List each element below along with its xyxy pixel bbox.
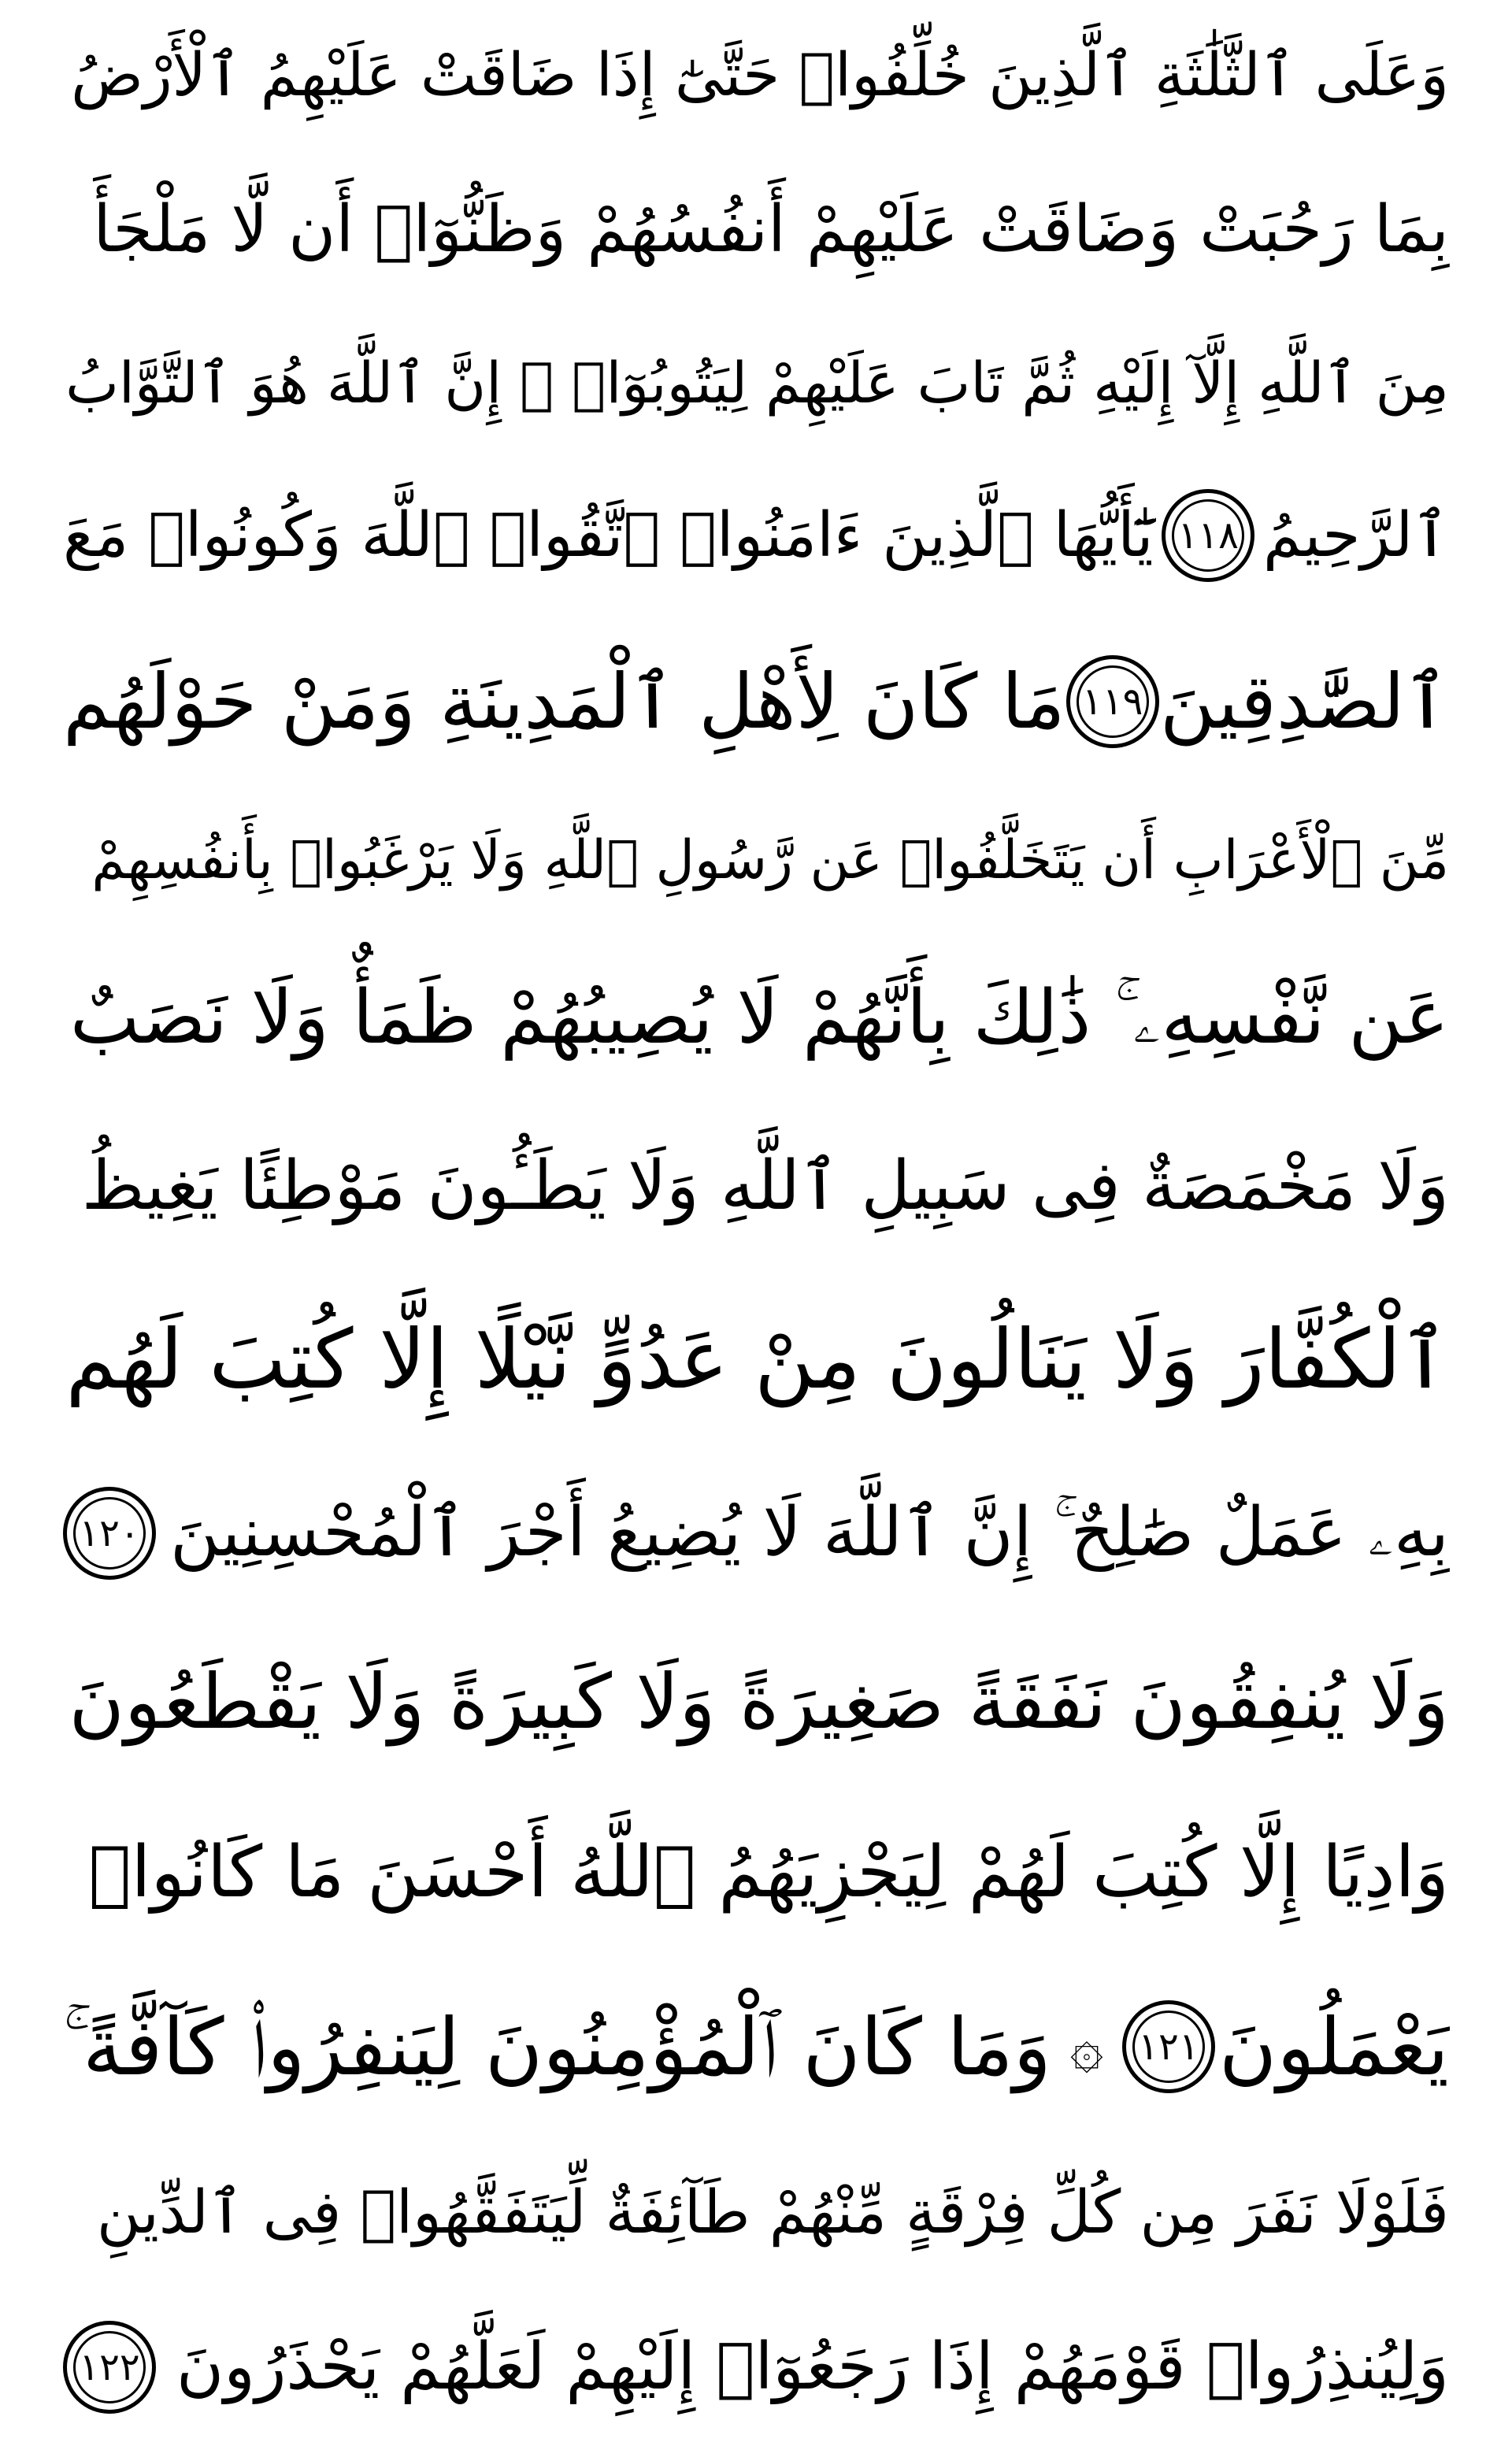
verse-text: يَٰٓأَيُّهَا ٱلَّذِينَ ءَامَنُوا۟ ٱتَّقُوا۟ ٱللَّهَ وَكُونُوا۟ مَعَ: [63, 499, 1154, 571]
verse-text: يَعْمَلُونَ: [1218, 2000, 1449, 2093]
hizb-marker-icon: ۞: [1069, 2014, 1104, 2081]
text-line: [63, 647, 1449, 757]
ayah-number-marker: [1066, 655, 1159, 748]
text-line: [63, 965, 1449, 1072]
verse-text: بِمَا رَحُبَتْ وَضَاقَتْ عَلَيْهِمْ أَنفُسُهُمْ وَظَنُّوٓا۟ أَن لَّا مَلْجَأَ: [93, 191, 1449, 267]
text-line: [63, 32, 1449, 118]
verse-text: مِنَ ٱللَّهِ إِلَّآ إِلَيْهِ ثُمَّ تَابَ عَلَيْهِمْ لِيَتُوبُوٓا۟ ۚ إِنَّ ٱللَّهَ هُوَ ٱلتَّوَّابُ: [65, 350, 1449, 417]
verse-text: بِهِۦ عَمَلٌ صَٰلِحٌ ۚ إِنَّ ٱللَّهَ لَا يُضِيعُ أَجْرَ ٱلْمُحْسِنِينَ: [169, 1493, 1449, 1573]
ayah-number-marker: [63, 2321, 156, 2414]
ayah-number: ١١٨: [1177, 513, 1239, 558]
text-line: [63, 1300, 1449, 1419]
text-line: [63, 489, 1449, 582]
ayah-number: ١٢٠: [79, 1510, 140, 1555]
ayah-number-marker: [63, 1487, 156, 1580]
quran-text-lines: [63, 32, 1449, 2414]
verse-text: وَلِيُنذِرُوا۟ قَوْمَهُمْ إِذَا رَجَعُوٓا۟ إِلَيْهِمْ لَعَلَّهُمْ يَحْذَرُونَ: [176, 2329, 1449, 2404]
ayah-number: ١٢٢: [79, 2345, 140, 2390]
verse-text: ٱلرَّحِيمُ: [1262, 499, 1449, 571]
verse-text: وَعَلَى ٱلثَّلَٰثَةِ ٱلَّذِينَ خُلِّفُوا۟ حَتَّىٰٓ إِذَا ضَاقَتْ عَلَيْهِمُ ٱلْأَرْضُ: [71, 39, 1449, 109]
ayah-number-marker: [1162, 489, 1254, 582]
text-line: [63, 1990, 1449, 2104]
verse-text: مِّنَ ٱلْأَعْرَابِ أَن يَتَخَلَّفُوا۟ عَن رَّسُولِ ٱللَّهِ وَلَا يَرْغَبُوا۟ بِأَنفُسِهِمْ: [91, 828, 1449, 891]
verse-text: مَا كَانَ لِأَهْلِ ٱلْمَدِينَةِ وَمَنْ حَوْلَهُم: [63, 657, 1065, 746]
text-line: [63, 2169, 1449, 2255]
verse-text: ٱلْكُفَّارَ وَلَا يَنَالُونَ مِنْ عَدُوٍّ نَّيْلًا إِلَّا كُتِبَ لَهُم: [65, 1310, 1449, 1407]
text-line: [63, 342, 1449, 424]
verse-text: عَن نَّفْسِهِۦ ۚ ذَٰلِكَ بِأَنَّهُمْ لَا يُصِيبُهُمْ ظَمَأٌ وَلَا نَصَبٌ: [69, 974, 1449, 1061]
text-line: [63, 2321, 1449, 2414]
verse-text: فَلَوْلَا نَفَرَ مِن كُلِّ فِرْقَةٍ مِّنْهُمْ طَآئِفَةٌ لِّيَتَفَقَّهُوا۟ فِى ٱلدِّينِ: [96, 2177, 1449, 2248]
ayah-number: ١٢١: [1138, 2025, 1199, 2070]
text-line: [63, 1822, 1449, 1925]
verse-text: وَادِيًا إِلَّا كُتِبَ لَهُمْ لِيَجْزِيَهُمُ ٱللَّهُ أَحْسَنَ مَا كَانُوا۟: [88, 1831, 1449, 1914]
text-line: [63, 1137, 1449, 1236]
ayah-number-marker: [1122, 2000, 1215, 2093]
verse-text: وَلَا يُنفِقُونَ نَفَقَةً صَغِيرَةً وَلَا كَبِيرَةً وَلَا يَقْطَعُونَ: [69, 1657, 1449, 1746]
text-line: [63, 1484, 1449, 1582]
ayah-number: ١١٩: [1082, 680, 1143, 725]
verse-text: وَمَا كَانَ ٱلْمُؤْمِنُونَ لِيَنفِرُوا۟ كَآفَّةً ۚ: [63, 2000, 1051, 2093]
text-line: [63, 183, 1449, 277]
text-line: [63, 822, 1449, 900]
verse-text: وَلَا مَخْمَصَةٌ فِى سَبِيلِ ٱللَّهِ وَلَا يَطَـُٔونَ مَوْطِئًا يَغِيظُ: [81, 1146, 1449, 1225]
text-line: [63, 1647, 1449, 1757]
verse-text: ٱلصَّٰدِقِينَ: [1159, 657, 1449, 746]
